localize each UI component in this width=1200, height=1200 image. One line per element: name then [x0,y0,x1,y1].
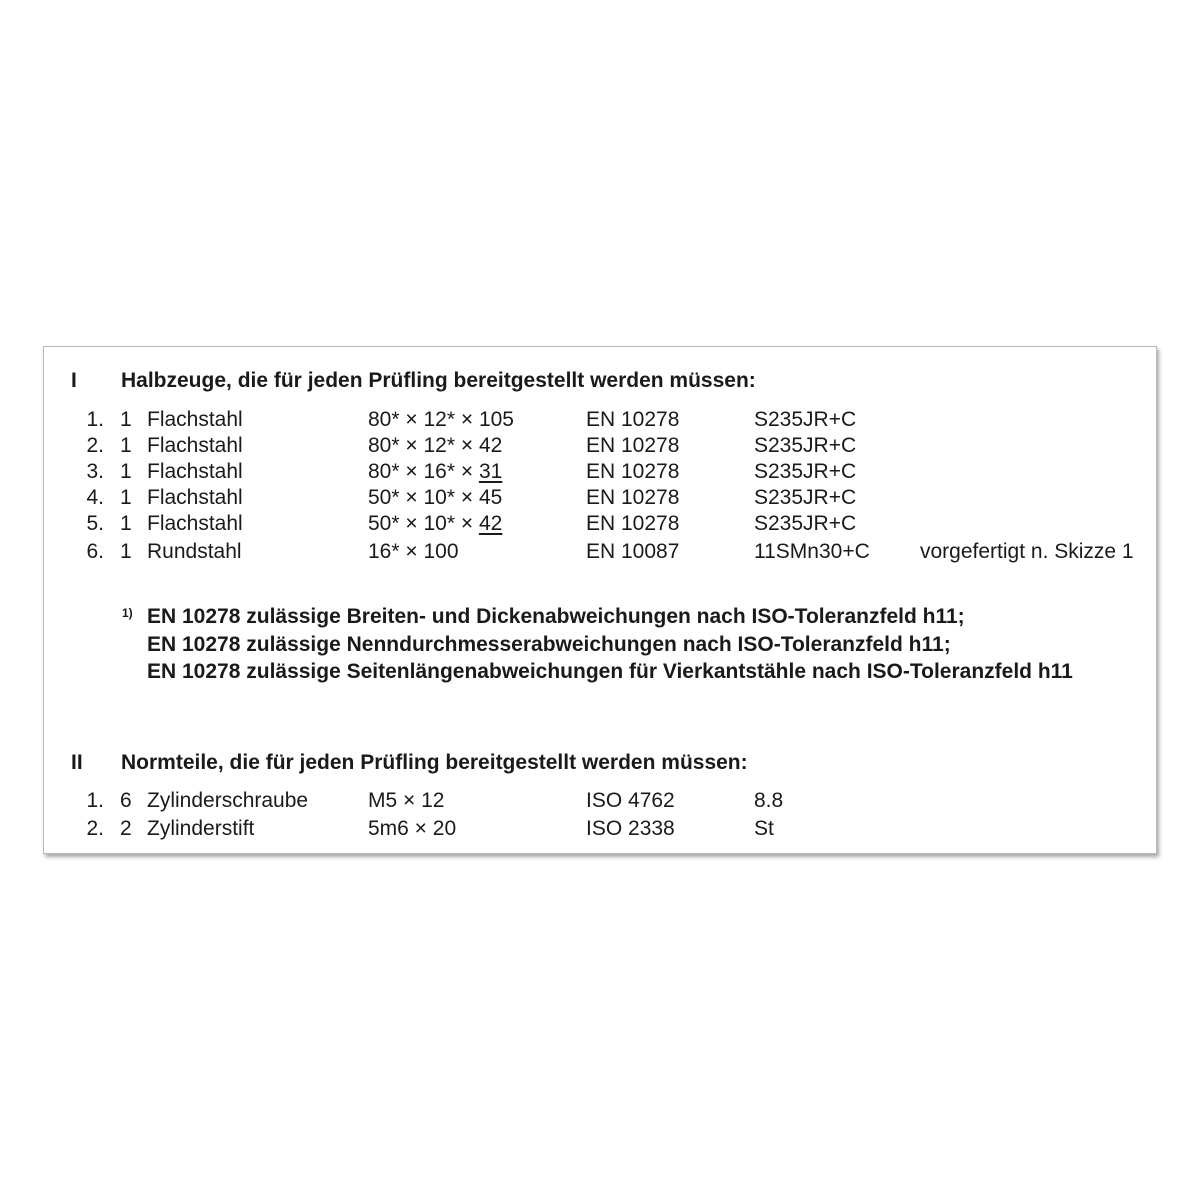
footnote-marker: 1) [122,606,133,620]
footnote-line-3: EN 10278 zulässige Seitenlängenabweichungen für Vierkantstähle nach ISO-Toleranzfeld h11 [147,660,1073,683]
row-dimension [368,407,514,433]
row-dimension [368,433,502,459]
row-dimension-length: 100 [423,540,459,563]
row-dimension-cross-section: 16* × [368,540,424,563]
row-quantity: 1 [120,408,132,431]
row-quantity: 1 [120,540,132,563]
row-dimension-length: 31 [478,460,503,483]
row-quantity: 6 [120,789,132,812]
row-dimension-length: 42 [478,512,503,535]
row-dimension-cross-section: 80* × 12* × [368,408,479,431]
row-dimension-length: 42 [478,434,503,457]
row-norm: EN 10278 [586,460,680,483]
row-material: S235JR+C [754,486,857,509]
row-number: 1. [86,789,104,812]
row-quantity: 1 [120,512,132,535]
row-number: 2. [86,817,104,840]
section2-title: Normteile, die für jeden Prüfling bereitgestellt werden müssen: [121,751,748,774]
row-number: 3. [86,460,104,483]
row-name: Flachstahl [147,434,243,457]
row-quantity: 1 [120,460,132,483]
footnote-line-1: EN 10278 zulässige Breiten- und Dickenabweichungen nach ISO-Toleranzfeld h11; [147,605,965,628]
row-norm: EN 10087 [586,540,680,563]
row-material: S235JR+C [754,460,857,483]
row-dimension: 5m6 × 20 [368,817,457,840]
row-norm: ISO 2338 [586,817,675,840]
row-dimension [368,511,502,537]
row-material: S235JR+C [754,434,857,457]
row-quantity: 2 [120,817,132,840]
row-dimension-length: 105 [478,408,514,431]
row-dimension-length: 45 [478,486,503,509]
row-dimension [368,485,502,511]
row-name: Rundstahl [147,540,242,563]
section2-roman: II [71,751,83,774]
row-number: 4. [86,486,104,509]
row-dimension-cross-section: 50* × 10* × [368,512,479,535]
row-norm: EN 10278 [586,408,680,431]
row-material: 8.8 [754,789,784,812]
row-material: S235JR+C [754,408,857,431]
section1-title: Halbzeuge, die für jeden Prüfling bereitgestellt werden müssen: [121,369,756,392]
row-number: 1. [86,408,104,431]
row-name: Flachstahl [147,460,243,483]
row-dimension-cross-section: 50* × 10* × [368,486,479,509]
row-material: St [754,817,774,840]
row-name: Zylinderschraube [147,789,309,812]
row-name: Flachstahl [147,486,243,509]
row-number: 6. [86,540,104,563]
row-quantity: 1 [120,434,132,457]
row-norm: EN 10278 [586,512,680,535]
row-name: Zylinderstift [147,817,255,840]
row-material: 11SMn30+C [754,540,870,563]
row-quantity: 1 [120,486,132,509]
row-dimension [368,459,502,485]
row-dimension [368,539,459,565]
row-dimension-cross-section: 80* × 12* × [368,434,479,457]
row-name: Flachstahl [147,408,243,431]
row-norm: ISO 4762 [586,789,675,812]
row-dimension-cross-section: 80* × 16* × [368,460,479,483]
section1-roman: I [71,369,77,392]
row-material: S235JR+C [754,512,857,535]
row-norm: EN 10278 [586,434,680,457]
row-number: 2. [86,434,104,457]
row-dimension: M5 × 12 [368,789,445,812]
row-number: 5. [86,512,104,535]
row-note: vorgefertigt n. Skizze 1 [920,540,1134,563]
parts-list-card [43,346,1157,854]
footnote-line-2: EN 10278 zulässige Nenndurchmesserabweichungen nach ISO-Toleranzfeld h11; [147,633,951,656]
row-name: Flachstahl [147,512,243,535]
row-norm: EN 10278 [586,486,680,509]
